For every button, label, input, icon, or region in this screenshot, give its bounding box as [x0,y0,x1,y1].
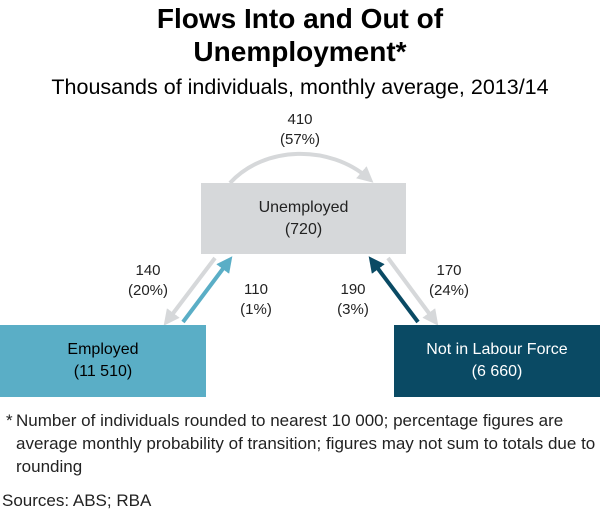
flow-u2n-value: 170 [436,262,462,279]
flow-label-employed-to-unemployed [226,280,286,320]
flow-loop-pct: (57%) [279,131,320,148]
node-employed-label: Employed [67,341,139,358]
node-employed-value: (11 510) [73,363,133,380]
flow-n2u-pct: (3%) [337,301,369,318]
flow-n2u-value: 190 [340,281,366,298]
flow-u2n-pct: (24%) [428,282,469,299]
sources: Sources: ABS; RBA [2,491,152,510]
flow-e2u-pct: (1%) [240,301,272,318]
node-nilf-label: Not in Labour Force [426,341,568,358]
node-unemployed [201,183,406,254]
node-unemployed-label: Unemployed [258,198,349,216]
chart-subtitle: Thousands of individuals, monthly average, 2013/14 [51,75,549,99]
node-nilf-value: (6 660) [471,363,523,380]
flow-label-unemployed-to-employed [118,261,178,301]
footnote [6,409,596,478]
flow-label-loop [270,110,330,150]
flow-loop-value: 410 [287,111,313,128]
node-unemployed-value: (720) [284,220,323,238]
flow-u2e-value: 140 [135,262,161,279]
flow-label-nilf-to-unemployed [323,280,383,320]
arrow-unemployed-loop [230,154,368,183]
node-employed [0,325,206,397]
flow-u2e-pct: (20%) [127,282,168,299]
footnote-text: Number of individuals rounded to nearest 10 000; percentage figures are average monthly probability of transition; figures may not sum to totals due to rounding [16,411,596,476]
title-line-2: Unemployment* [193,36,407,67]
flow-label-unemployed-to-nilf [419,261,479,301]
flow-e2u-value: 110 [244,281,268,298]
title-line-1: Flows Into and Out of [156,3,444,34]
node-not-in-labour-force [394,325,600,397]
footnote-marker: * [6,411,13,430]
